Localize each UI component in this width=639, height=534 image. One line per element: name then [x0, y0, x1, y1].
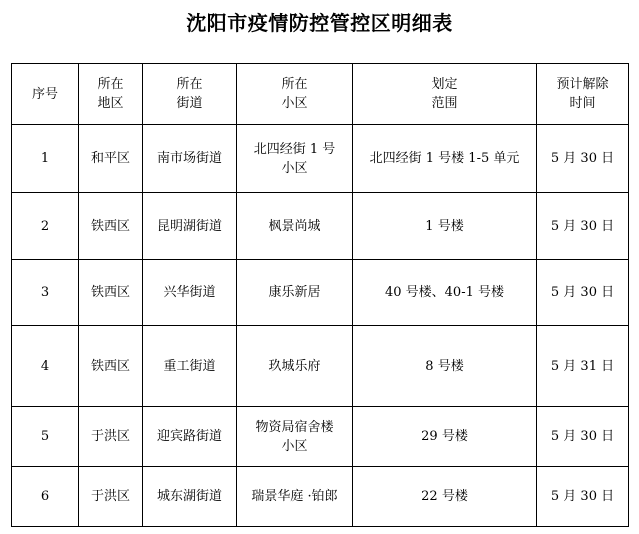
cell-community [237, 326, 353, 407]
cell-scope: 北四经街 1 号楼 1-5 单元 [353, 125, 537, 193]
cell-community [237, 193, 353, 260]
cell-district: 于洪区 [79, 407, 143, 467]
cell-district: 铁西区 [79, 260, 143, 326]
cell-community-line1: 瑞景华庭 ·铂郎 [251, 489, 338, 504]
header-community-line2: 小区 [281, 96, 308, 111]
header-street-line1: 所在 [176, 77, 203, 92]
cell-scope: 29 号楼 [353, 407, 537, 467]
header-district-line1: 所在 [97, 77, 124, 92]
cell-community-line2: 小区 [281, 160, 308, 176]
table-row [12, 407, 629, 467]
cell-district: 铁西区 [79, 326, 143, 407]
cell-community-line1: 物资局宿舍楼 [255, 419, 334, 435]
cell-district: 和平区 [79, 125, 143, 193]
cell-street: 昆明湖街道 [143, 193, 237, 260]
cell-community-line1: 康乐新居 [268, 285, 321, 300]
cell-release: 5 月 30 日 [537, 125, 629, 193]
cell-release: 5 月 30 日 [537, 260, 629, 326]
cell-community [237, 407, 353, 467]
page-title: 沈阳市疫情防控管控区明细表 [186, 11, 453, 35]
table-row [12, 326, 629, 407]
cell-community [237, 125, 353, 193]
cell-community-line1: 北四经街 1 号 [253, 141, 336, 157]
cell-no: 1 [12, 125, 79, 193]
cell-street: 重工街道 [143, 326, 237, 407]
header-district [79, 64, 143, 125]
cell-scope: 40 号楼、40-1 号楼 [353, 260, 537, 326]
header-scope-line1: 划定 [431, 77, 458, 92]
control-zone-table [11, 63, 629, 527]
header-scope [353, 64, 537, 125]
cell-community-line1: 玖城乐府 [268, 358, 321, 374]
header-street [143, 64, 237, 125]
cell-community [237, 467, 353, 527]
cell-no: 2 [12, 193, 79, 260]
cell-no: 4 [12, 326, 79, 407]
header-release [537, 64, 629, 125]
cell-community-line1: 枫景尚城 [268, 218, 321, 234]
header-release-line1: 预计解除 [556, 77, 609, 92]
header-community [237, 64, 353, 125]
header-release-line2: 时间 [569, 96, 596, 111]
cell-no: 5 [12, 407, 79, 467]
cell-release: 5 月 30 日 [537, 467, 629, 527]
cell-community-line2: 小区 [281, 438, 308, 454]
header-no [12, 64, 79, 125]
cell-street: 城东湖街道 [143, 467, 237, 527]
header-street-line2: 街道 [176, 96, 203, 111]
header-no-line1: 序号 [31, 86, 58, 102]
header-scope-line2: 范围 [431, 96, 458, 111]
header-district-line2: 地区 [97, 96, 124, 111]
table-row [12, 125, 629, 193]
cell-community [237, 260, 353, 326]
cell-no: 3 [12, 260, 79, 326]
cell-street: 迎宾路街道 [143, 407, 237, 467]
header-row [12, 64, 629, 125]
cell-release: 5 月 30 日 [537, 193, 629, 260]
cell-district: 于洪区 [79, 467, 143, 527]
cell-release: 5 月 31 日 [537, 326, 629, 407]
table-row [12, 260, 629, 326]
cell-street: 南市场街道 [143, 125, 237, 193]
cell-scope: 1 号楼 [353, 193, 537, 260]
cell-district: 铁西区 [79, 193, 143, 260]
cell-street: 兴华街道 [143, 260, 237, 326]
cell-release: 5 月 30 日 [537, 407, 629, 467]
table-row [12, 467, 629, 527]
header-community-line1: 所在 [281, 77, 308, 92]
table-row [12, 193, 629, 260]
cell-scope: 22 号楼 [353, 467, 537, 527]
cell-scope: 8 号楼 [353, 326, 537, 407]
cell-no: 6 [12, 467, 79, 527]
